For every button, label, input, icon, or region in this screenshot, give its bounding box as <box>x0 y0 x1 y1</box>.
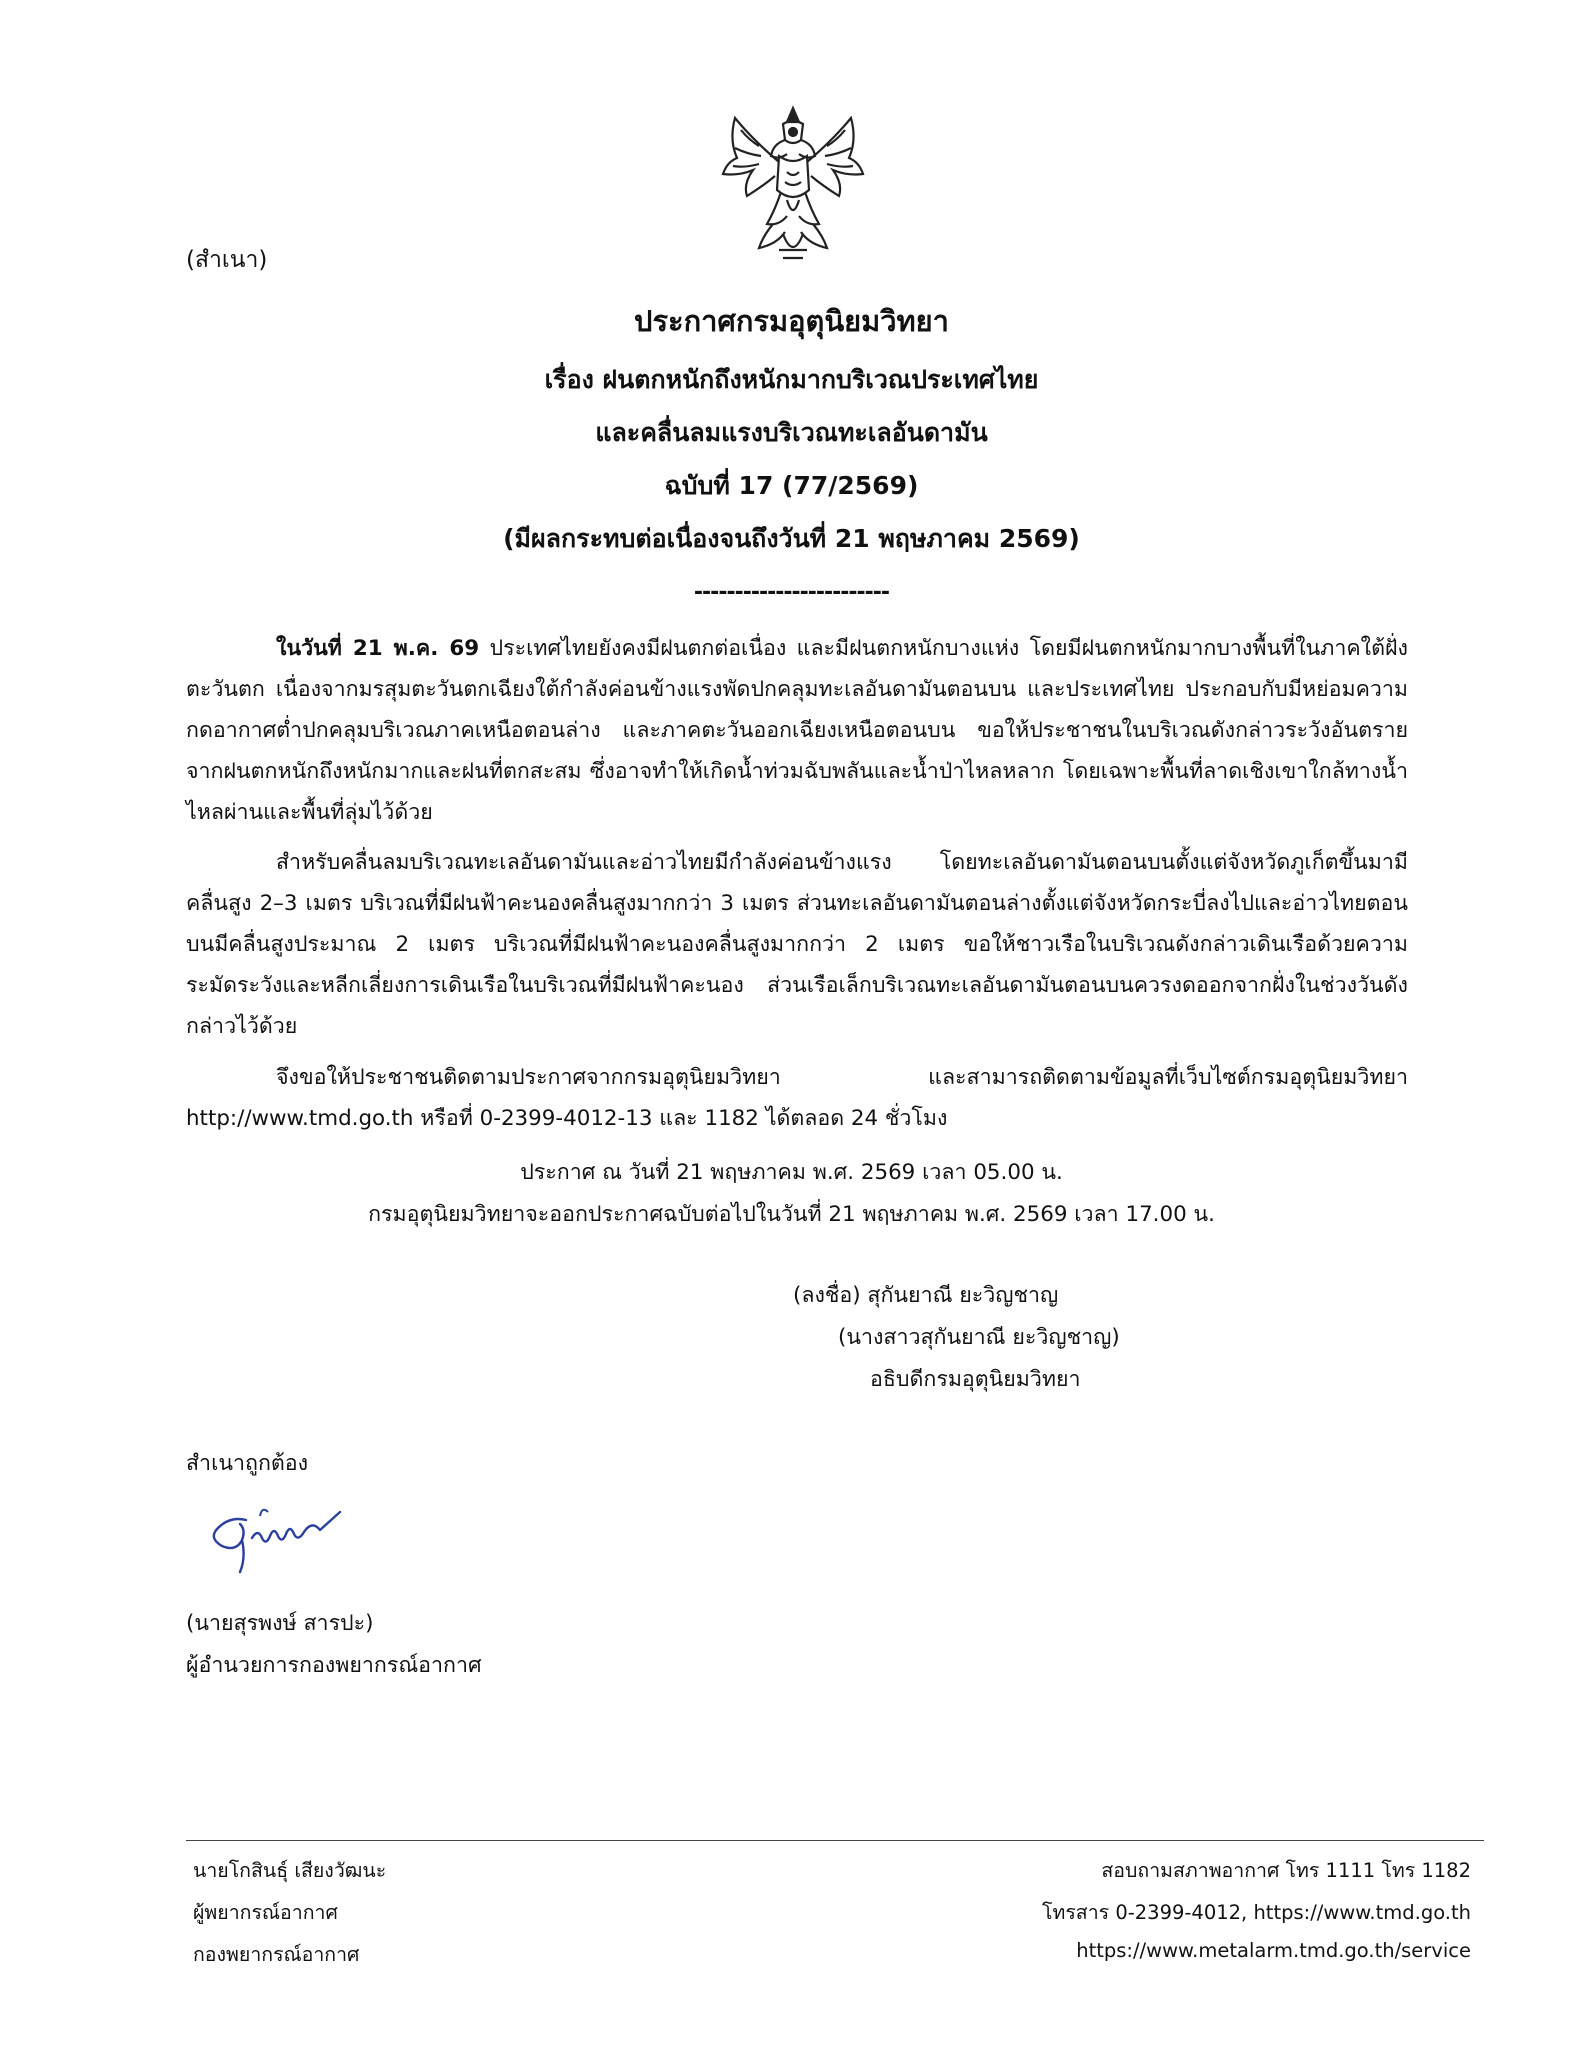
paragraph-rain <box>186 628 1408 833</box>
announcement-title: ประกาศกรมอุตุนิยมวิทยา <box>634 304 949 338</box>
signatory-name: (นางสาวสุกันยาณี ยะวิญชาญ) <box>838 1325 1120 1350</box>
signed-line: (ลงชื่อ) สุกันยาณี ยะวิญชาญ <box>793 1283 1059 1308</box>
forecaster-division: กองพยากรณ์อากาศ <box>193 1943 360 1966</box>
certifier-position: ผู้อำนวยการกองพยากรณ์อากาศ <box>186 1653 482 1678</box>
effect-period: (มีผลกระทบต่อเนื่องจนถึงวันที่ 21 พฤษภาคม 2569) <box>503 524 1080 553</box>
next-announcement: กรมอุตุนิยมวิทยาจะออกประกาศฉบับต่อไปในวันที่ 21 พฤษภาคม พ.ศ. 2569 เวลา 17.00 น. <box>368 1202 1215 1227</box>
paragraph-waves: สำหรับคลื่นลมบริเวณทะเลอันดามันและอ่าวไทยมีกำลังค่อนข้างแรง โดยทะเลอันดามันตอนบนตั้งแต่จังหวัดภูเก็ตขึ้นมามีคลื่นสูง 2–3 เมตร บริเวณที่มีฝนฟ้าคะนองคลื่นสูงมากกว่า 3 เมตร ส่วนทะเลอันดามันตอนล่างตั้งแต่จังหวัดกระบี่ลงไปและอ่าวไทยตอนบนมีคลื่นสูงประมาณ 2 เมตร บริเวณที่มีฝนฟ้าคะนองคลื่นสูงมากกว่า 2 เมตร ขอให้ชาวเรือในบริเวณดังกล่าวเดินเรือด้วยความระมัดระวังและหลีกเลี่ยงการเดินเรือในบริเวณที่มีฝนฟ้าคะนอง ส่วนเรือเล็กบริเวณทะเลอันดามันตอนบนควรงดออกจากฝั่งในช่วงวันดังกล่าวไว้ด้วย <box>186 850 1408 1039</box>
issue-number: ฉบับที่ 17 (77/2569) <box>664 471 919 500</box>
garuda-emblem-icon <box>713 100 873 270</box>
paragraph-rain-lead: ในวันที่ 21 พ.ค. 69 <box>276 636 480 661</box>
title-divider: ------------------------ <box>693 580 890 605</box>
handwritten-signature-icon <box>200 1502 360 1578</box>
announce-date: ประกาศ ณ วันที่ 21 พฤษภาคม พ.ศ. 2569 เวลา 05.00 น. <box>520 1160 1063 1185</box>
footer-divider <box>186 1840 1484 1841</box>
signatory-position: อธิบดีกรมอุตุนิยมวิทยา <box>870 1367 1081 1392</box>
fax-website-info: โทรสาร 0-2399-4012, https://www.tmd.go.th <box>1042 1901 1471 1924</box>
certified-copy-label: สำเนาถูกต้อง <box>186 1451 309 1476</box>
forecaster-title: ผู้พยากรณ์อากาศ <box>193 1901 338 1924</box>
subject-line-2: และคลื่นลมแรงบริเวณทะเลอันดามัน <box>595 418 988 447</box>
paragraph-contact: จึงขอให้ประชาชนติดตามประกาศจากกรมอุตุนิยมวิทยา และสามารถติดตามข้อมูลที่เว็บไซต์กรมอุตุนิยมวิทยา http://www.tmd.go.th หรือที่ 0-2399-4012-13 และ 1182 ได้ตลอด 24 ชั่วโมง <box>186 1065 1408 1131</box>
metalarm-link[interactable]: https://www.metalarm.tmd.go.th/service <box>1076 1939 1471 1962</box>
certifier-name: (นายสุรพงษ์ สารปะ) <box>186 1611 374 1636</box>
subject-line-1: เรื่อง ฝนตกหนักถึงหนักมากบริเวณประเทศไทย <box>544 365 1039 394</box>
hotline-info: สอบถามสภาพอากาศ โทร 1111 โทร 1182 <box>1101 1859 1471 1882</box>
forecaster-name: นายโกสินธุ์ เสียงวัฒนะ <box>193 1859 387 1882</box>
copy-mark: (สำเนา) <box>186 247 268 273</box>
paragraph-rain-text: ประเทศไทยยังคงมีฝนตกต่อเนื่อง และมีฝนตกหนักบางแห่ง โดยมีฝนตกหนักมากบางพื้นที่ในภาคใต้ฝั่งตะวันตก เนื่องจากมรสุมตะวันตกเฉียงใต้กำลังค่อนข้างแรงพัดปกคลุมทะเลอันดามันตอนบน และประเทศไทย ประกอบกับมีหย่อมความกดอากาศต่ำปกคลุมบริเวณภาคเหนือตอนล่าง และภาคตะวันออกเฉียงเหนือตอนบน ขอให้ประชาชนในบริเวณดังกล่าวระวังอันตรายจากฝนตกหนักถึงหนักมากและฝนที่ตกสะสม ซึ่งอาจทำให้เกิดน้ำท่วมฉับพลันและน้ำป่าไหลหลาก โดยเฉพาะพื้นที่ลาดเชิงเขาใกล้ทางน้ำไหลผ่านและพื้นที่ลุ่มไว้ด้วย <box>186 636 1408 825</box>
